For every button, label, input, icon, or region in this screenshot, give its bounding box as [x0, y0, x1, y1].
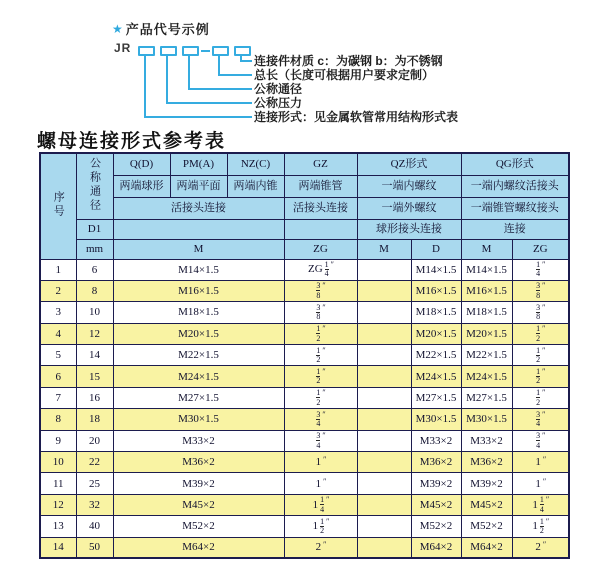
- connector-line: [240, 60, 252, 62]
- connector-line: [188, 55, 190, 90]
- fraction: $\frac{1}{2}$: [316, 324, 321, 343]
- table-row: [40, 259, 569, 280]
- header-row-groups: [40, 153, 569, 175]
- cell-qg-zg: $\frac{3}{4}$ ″: [512, 409, 569, 430]
- code-box-2: [160, 46, 177, 56]
- cell-gz-zg: $\frac{3}{4}$ ″: [284, 409, 357, 430]
- header-style-nzc: 两端内锥: [227, 175, 284, 197]
- cell-gz-zg: 1 ″: [284, 452, 357, 473]
- header-unit-mm: mm: [76, 239, 113, 259]
- header-d1: D1: [76, 219, 113, 239]
- table-row: [40, 537, 569, 558]
- cell-serial: 5: [40, 345, 76, 366]
- header-conn-qg: 一端锥管螺纹接头: [461, 197, 569, 219]
- header-group-qz: QZ形式: [357, 153, 461, 175]
- cell-thread-m: M45×2: [113, 494, 284, 515]
- cell-qg-zg: $\frac{3}{8}$ ″: [512, 302, 569, 323]
- cell-serial: 10: [40, 452, 76, 473]
- cell-qz-d: M27×1.5: [411, 387, 461, 408]
- table-row: [40, 302, 569, 323]
- cell-serial: 11: [40, 473, 76, 494]
- table-header: [40, 153, 569, 259]
- cell-serial: 7: [40, 387, 76, 408]
- cell-qz-d: M36×2: [411, 452, 461, 473]
- cell-thread-m: M39×2: [113, 473, 284, 494]
- cell-qz-d: M64×2: [411, 537, 461, 558]
- cell-dn: 50: [76, 537, 113, 558]
- connector-line: [144, 116, 252, 118]
- connector-line: [218, 55, 220, 76]
- cell-serial: 1: [40, 259, 76, 280]
- fraction: $\frac{1}{2}$: [536, 366, 541, 386]
- label-nominal-pressure: 公称压力: [254, 96, 303, 110]
- table-body: [40, 259, 569, 558]
- cell-thread-m: M33×2: [113, 430, 284, 451]
- cell-dn: 25: [76, 473, 113, 494]
- cell-qg-m: M45×2: [461, 494, 512, 515]
- cell-qg-m: M20×1.5: [461, 323, 512, 344]
- table-row: [40, 280, 569, 301]
- cell-qz-d: M52×2: [411, 516, 461, 537]
- header-style-qz: 一端内螺纹: [357, 175, 461, 197]
- product-code-heading-text: 产品代号示例: [125, 22, 210, 37]
- cell-qg-m: M27×1.5: [461, 387, 512, 408]
- cell-qz-d: M20×1.5: [411, 323, 461, 344]
- cell-gz-zg: $\frac{3}{4}$ ″: [284, 430, 357, 451]
- header-group-gz: GZ: [284, 153, 357, 175]
- cell-serial: 13: [40, 516, 76, 537]
- cell-gz-zg: $\frac{3}{8}$ ″: [284, 280, 357, 301]
- cell-qz-d: M33×2: [411, 430, 461, 451]
- cell-dn: 10: [76, 302, 113, 323]
- fraction: $\frac{3}{4}$: [536, 431, 541, 450]
- cell-serial: 4: [40, 323, 76, 344]
- header-serial: 序号: [40, 153, 76, 259]
- header-d1-blank: [113, 219, 284, 239]
- cell-qz-m: [357, 473, 411, 494]
- cell-gz-zg: 1 $\frac{1}{2}$ ″: [284, 516, 357, 537]
- nut-connection-table: [39, 152, 570, 559]
- header-style-gz: 两端锥管: [284, 175, 357, 197]
- fraction: $\frac{3}{8}$: [536, 302, 541, 322]
- cell-dn: 20: [76, 430, 113, 451]
- cell-thread-m: M36×2: [113, 452, 284, 473]
- cell-qz-d: M39×2: [411, 473, 461, 494]
- label-nominal-diameter: 公称通径: [254, 82, 303, 96]
- cell-dn: 18: [76, 409, 113, 430]
- cell-dn: 6: [76, 259, 113, 280]
- header-group-qd: Q(D): [113, 153, 170, 175]
- cell-dn: 40: [76, 516, 113, 537]
- header-group-qg: QG形式: [461, 153, 569, 175]
- cell-qg-m: M30×1.5: [461, 409, 512, 430]
- header-subcol-qg-m: M: [461, 239, 512, 259]
- cell-dn: 22: [76, 452, 113, 473]
- header-conn-gz: 活接头连接: [284, 197, 357, 219]
- cell-qz-m: [357, 387, 411, 408]
- cell-qz-d: M22×1.5: [411, 345, 461, 366]
- cell-gz-zg: 2 ″: [284, 537, 357, 558]
- code-box-3: [182, 46, 199, 56]
- table-row: [40, 516, 569, 537]
- header-group-nzc: NZ(C): [227, 153, 284, 175]
- cell-qg-m: M14×1.5: [461, 259, 512, 280]
- code-prefix: JR: [114, 41, 132, 55]
- table-row: [40, 323, 569, 344]
- cell-thread-m: M64×2: [113, 537, 284, 558]
- cell-qg-zg: 1 $\frac{1}{2}$ ″: [512, 516, 569, 537]
- header-subcol-m: M: [113, 239, 284, 259]
- cell-qz-m: [357, 452, 411, 473]
- label-total-length: 总长（长度可根据用户要求定制）: [254, 68, 435, 82]
- connector-line: [144, 55, 146, 118]
- connector-line: [188, 88, 252, 90]
- cell-serial: 14: [40, 537, 76, 558]
- cell-gz-zg: 1 ″: [284, 473, 357, 494]
- cell-thread-m: M24×1.5: [113, 366, 284, 387]
- fraction: $\frac{1}{2}$: [316, 388, 321, 407]
- header-row-subcols: [40, 239, 569, 259]
- code-box-1: [138, 46, 155, 56]
- cell-gz-zg: $\frac{1}{2}$ ″: [284, 387, 357, 408]
- cell-qg-m: M39×2: [461, 473, 512, 494]
- table-row: [40, 494, 569, 515]
- product-code-heading: [112, 19, 210, 38]
- cell-gz-zg: $\frac{1}{2}$ ″: [284, 345, 357, 366]
- header-subcol-zg: ZG: [284, 239, 357, 259]
- cell-dn: 32: [76, 494, 113, 515]
- cell-thread-m: M14×1.5: [113, 259, 284, 280]
- cell-qz-m: [357, 259, 411, 280]
- cell-thread-m: M27×1.5: [113, 387, 284, 408]
- cell-dn: 12: [76, 323, 113, 344]
- cell-gz-zg: $\frac{3}{8}$ ″: [284, 302, 357, 323]
- cell-gz-zg: ZG $\frac{1}{4}$ ″: [284, 259, 357, 280]
- fraction: $\frac{3}{4}$: [316, 431, 321, 450]
- connector-line: [166, 55, 168, 104]
- cell-gz-zg: $\frac{1}{2}$ ″: [284, 366, 357, 387]
- cell-qg-zg: 1 ″: [512, 473, 569, 494]
- table-row: [40, 345, 569, 366]
- cell-qg-m: M18×1.5: [461, 302, 512, 323]
- cell-serial: 8: [40, 409, 76, 430]
- cell-qz-m: [357, 302, 411, 323]
- cell-thread-m: M30×1.5: [113, 409, 284, 430]
- table-row: [40, 430, 569, 451]
- cell-qg-m: M36×2: [461, 452, 512, 473]
- cell-qg-zg: $\frac{1}{2}$ ″: [512, 345, 569, 366]
- cell-qz-d: M45×2: [411, 494, 461, 515]
- cell-serial: 6: [40, 366, 76, 387]
- cell-qg-zg: $\frac{3}{4}$ ″: [512, 430, 569, 451]
- cell-serial: 9: [40, 430, 76, 451]
- cell-gz-zg: $\frac{1}{2}$ ″: [284, 323, 357, 344]
- header-style-qd: 两端球形: [113, 175, 170, 197]
- cell-qz-d: M30×1.5: [411, 409, 461, 430]
- label-connection-form: 连接形式：见金属软管常用结构形式表: [254, 110, 459, 124]
- cell-qg-m: M16×1.5: [461, 280, 512, 301]
- cell-qg-zg: 1 $\frac{1}{4}$ ″: [512, 494, 569, 515]
- cell-dn: 15: [76, 366, 113, 387]
- connector-line: [166, 102, 252, 104]
- cell-qz-m: [357, 430, 411, 451]
- cell-qg-m: M52×2: [461, 516, 512, 537]
- fraction: $\frac{3}{8}$: [316, 302, 321, 322]
- table-row: [40, 366, 569, 387]
- cell-thread-m: M16×1.5: [113, 280, 284, 301]
- star-icon: ★: [112, 21, 124, 36]
- header-row-d1: [40, 219, 569, 239]
- cell-thread-m: M18×1.5: [113, 302, 284, 323]
- header-subcol-qz-d: D: [411, 239, 461, 259]
- cell-qz-m: [357, 323, 411, 344]
- table-row: [40, 409, 569, 430]
- cell-serial: 12: [40, 494, 76, 515]
- header-d1-blank-gz: [284, 219, 357, 239]
- cell-serial: 3: [40, 302, 76, 323]
- header-conn2-qg: 连接: [461, 219, 569, 239]
- cell-qz-m: [357, 494, 411, 515]
- header-conn2-qz: 球形接头连接: [357, 219, 461, 239]
- cell-thread-m: M20×1.5: [113, 323, 284, 344]
- cell-qg-zg: 2 ″: [512, 537, 569, 558]
- code-dash: [201, 50, 210, 52]
- cell-qz-d: M18×1.5: [411, 302, 461, 323]
- cell-dn: 8: [76, 280, 113, 301]
- fraction: $\frac{1}{4}$: [320, 495, 325, 514]
- header-subcol-qz-m: M: [357, 239, 411, 259]
- fraction: $\frac{1}{4}$: [539, 495, 544, 514]
- cell-qg-zg: $\frac{1}{4}$ ″: [512, 259, 569, 280]
- fraction: $\frac{3}{8}$: [316, 281, 321, 300]
- cell-serial: 2: [40, 280, 76, 301]
- cell-qz-m: [357, 537, 411, 558]
- header-conn-union: 活接头连接: [113, 197, 284, 219]
- cell-dn: 16: [76, 387, 113, 408]
- cell-qg-m: M64×2: [461, 537, 512, 558]
- cell-qg-zg: $\frac{3}{8}$ ″: [512, 280, 569, 301]
- table-row: [40, 473, 569, 494]
- cell-qz-d: M14×1.5: [411, 259, 461, 280]
- header-conn-qz: 一端外螺纹: [357, 197, 461, 219]
- table-title: 螺母连接形式参考表: [37, 130, 227, 152]
- fraction: $\frac{1}{2}$: [316, 366, 321, 386]
- cell-qg-zg: $\frac{1}{2}$ ″: [512, 366, 569, 387]
- label-material: 连接件材质 c：为碳钢 b：为不锈钢: [254, 54, 443, 68]
- cell-gz-zg: 1 $\frac{1}{4}$ ″: [284, 494, 357, 515]
- cell-thread-m: M52×2: [113, 516, 284, 537]
- fraction: $\frac{1}{2}$: [539, 516, 544, 536]
- header-dn: 公称通径: [76, 153, 113, 219]
- fraction: $\frac{1}{2}$: [536, 324, 541, 343]
- cell-dn: 14: [76, 345, 113, 366]
- fraction: $\frac{1}{2}$: [536, 388, 541, 407]
- cell-qg-m: M22×1.5: [461, 345, 512, 366]
- code-box-4: [212, 46, 229, 56]
- fraction: $\frac{1}{2}$: [316, 345, 321, 364]
- fraction: $\frac{1}{2}$: [536, 345, 541, 364]
- cell-qg-zg: $\frac{1}{2}$ ″: [512, 387, 569, 408]
- connector-line: [218, 74, 252, 76]
- cell-thread-m: M22×1.5: [113, 345, 284, 366]
- cell-qz-m: [357, 280, 411, 301]
- fraction: $\frac{1}{2}$: [320, 516, 325, 536]
- header-style-pma: 两端平面: [170, 175, 227, 197]
- cell-qz-m: [357, 409, 411, 430]
- cell-qg-zg: $\frac{1}{2}$ ″: [512, 323, 569, 344]
- cell-qz-m: [357, 366, 411, 387]
- fraction: $\frac{1}{4}$: [324, 259, 329, 279]
- cell-qg-zg: 1 ″: [512, 452, 569, 473]
- fraction: $\frac{1}{4}$: [536, 259, 541, 279]
- header-group-pma: PM(A): [170, 153, 227, 175]
- table-row: [40, 387, 569, 408]
- cell-qz-d: M16×1.5: [411, 280, 461, 301]
- cell-qz-m: [357, 345, 411, 366]
- cell-qz-m: [357, 516, 411, 537]
- table-row: [40, 452, 569, 473]
- header-style-qg: 一端内螺纹活接头: [461, 175, 569, 197]
- code-box-5: [234, 46, 251, 56]
- header-row-styles: [40, 175, 569, 197]
- header-subcol-qg-zg: ZG: [512, 239, 569, 259]
- fraction: $\frac{3}{8}$: [536, 281, 541, 300]
- header-row-connections: [40, 197, 569, 219]
- fraction: $\frac{3}{4}$: [536, 409, 541, 429]
- cell-qg-m: M33×2: [461, 430, 512, 451]
- cell-qg-m: M24×1.5: [461, 366, 512, 387]
- fraction: $\frac{3}{4}$: [316, 409, 321, 429]
- cell-qz-d: M24×1.5: [411, 366, 461, 387]
